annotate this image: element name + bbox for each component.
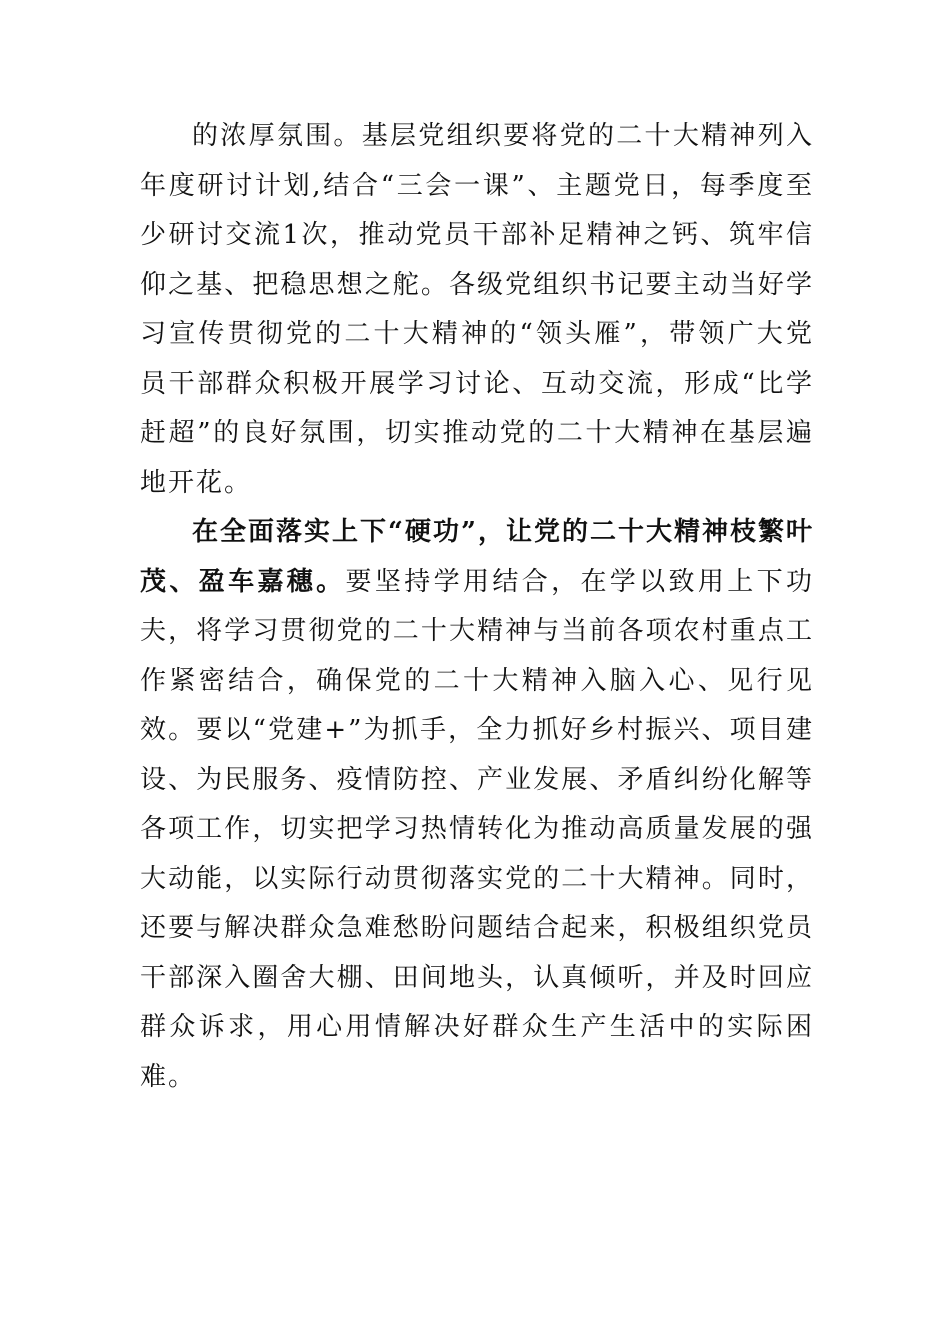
paragraph-2-heading: 在全面落实上下“硬功”，让党的二十大精神枝繁叶茂、盈车嘉穗。: [140, 517, 814, 597]
paragraph-2-text: 要坚持学用结合，在学以致用上下功夫，将学习贯彻党的二十大精神与当前各项农村重点工作紧密结合，确保党的二十大精神入脑入心、见行见效。要以“党建+”为抓手，全力抓好乡村振兴、项目建设、为民服务、疫情防控、产业发展、矛盾纠纷化解等各项工作，切实把学习热情转化为推动高质量发展的强大动能，以实际行动贯彻落实党的二十大精神。同时，还要与解决群众急难愁盼问题结合起来，积极组织党员干部深入圈舍大棚、田间地头，认真倾听，并及时回应群众诉求，用心用情解决好群众生产生活中的实际困难。: [140, 566, 814, 1092]
document-body: [140, 112, 814, 1102]
paragraph-1-text: 的浓厚氛围。基层党组织要将党的二十大精神列入年度研讨计划,结合“三会一课”、主题党日，每季度至少研讨交流1次，推动党员干部补足精神之钙、筑牢信仰之基、把稳思想之舵。各级党组织书记要主动当好学习宣传贯彻党的二十大精神的“领头雁”，带领广大党员干部群众积极开展学习讨论、互动交流，形成“比学赶超”的良好氛围，切实推动党的二十大精神在基层遍地开花。: [140, 121, 814, 498]
paragraph-section: [140, 508, 814, 1102]
paragraph-continued: [140, 112, 814, 508]
